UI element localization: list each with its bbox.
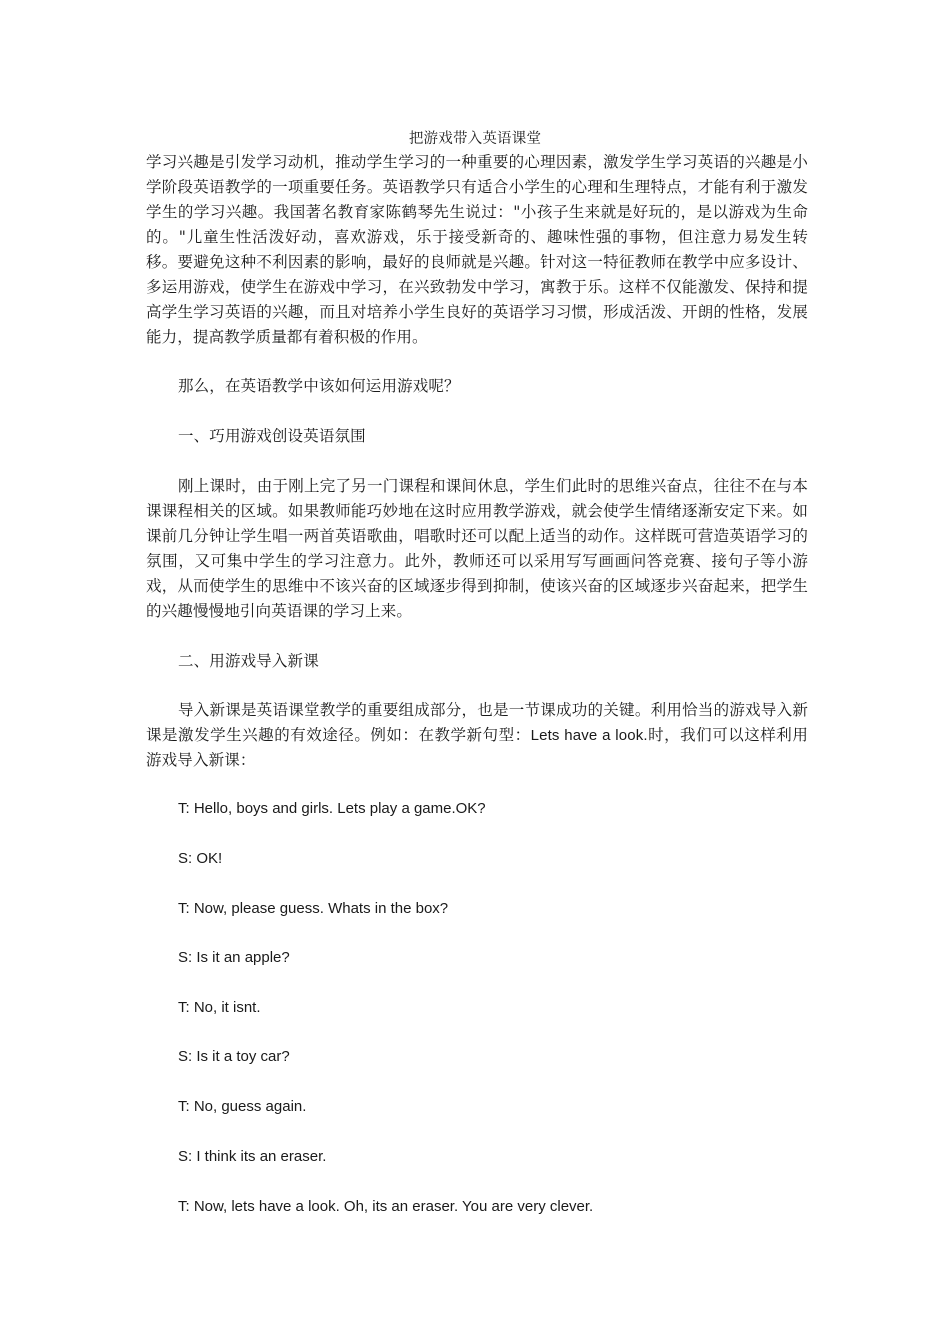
document-title: 把游戏带入英语课堂 — [408, 131, 542, 147]
section2-heading: 二、用游戏导入新课 — [178, 652, 319, 670]
dialogue-line: S: OK! — [178, 850, 223, 867]
dialogue-line: S: Is it a toy car? — [178, 1048, 290, 1065]
section2-text-part2: 时，我们可以这样利用游戏导入新课： — [146, 726, 808, 769]
dialogue-line: T: Hello, boys and girls. Lets play a game.OK? — [178, 800, 486, 817]
section2-paragraph — [146, 698, 808, 773]
section2-text-part1: 导入新课是英语课堂教学的重要组成部分，也是一节课成功的关键。利用恰当的游戏导入新课是激发学生兴趣的有效途径。例如：在教学新句型： — [146, 701, 808, 744]
dialogue-line: T: No, it isnt. — [178, 999, 261, 1016]
section1-heading: 一、巧用游戏创设英语氛围 — [178, 427, 366, 445]
dialogue-line: T: No, guess again. — [178, 1098, 307, 1115]
dialogue-line: T: Now, please guess. Whats in the box? — [178, 900, 449, 917]
question-line: 那么，在英语教学中该如何运用游戏呢？ — [178, 377, 460, 395]
section1-paragraph: 刚上课时，由于刚上完了另一门课程和课间休息，学生们此时的思维兴奋点，往往不在与本课课程相关的区域。如果教师能巧妙地在这时应用教学游戏，就会使学生情绪逐渐安定下来。如课前几分钟让学生唱一两首英语歌曲，唱歌时还可以配上适当的动作。这样既可营造英语学习的氛围，又可集中学生的学习注意力。此外，教师还可以采用写写画画问答竞赛、接句子等小游戏，从而使学生的思维中不该兴奋的区域逐步得到抑制，使该兴奋的区域逐步兴奋起来，把学生的兴趣慢慢地引向英语课的学习上来。 — [146, 477, 808, 620]
dialogue-line: S: I think its an eraser. — [178, 1148, 327, 1165]
dialogue-line: S: Is it an apple? — [178, 949, 290, 966]
dialogue-line: T: Now, lets have a look. Oh, its an eraser. You are very clever. — [178, 1198, 594, 1215]
section2-text-english: Lets have a look. — [530, 727, 648, 744]
intro-paragraph: 学习兴趣是引发学习动机，推动学生学习的一种重要的心理因素，激发学生学习英语的兴趣是小学阶段英语教学的一项重要任务。英语教学只有适合小学生的心理和生理特点，才能有利于激发学生的学习兴趣。我国著名教育家陈鹤琴先生说过："小孩子生来就是好玩的，是以游戏为生命的。"儿童生性活泼好动，喜欢游戏，乐于接受新奇的、趣味性强的事物，但注意力易发生转移。要避免这种不利因素的影响，最好的良师就是兴趣。针对这一特征教师在教学中应多设计、多运用游戏，使学生在游戏中学习，在兴致勃发中学习，寓教于乐。这样不仅能激发、保持和提高学生学习英语的兴趣，而且对培养小学生良好的英语学习习惯，形成活泼、开朗的性格，发展能力，提高教学质量都有着积极的作用。 — [146, 153, 808, 346]
